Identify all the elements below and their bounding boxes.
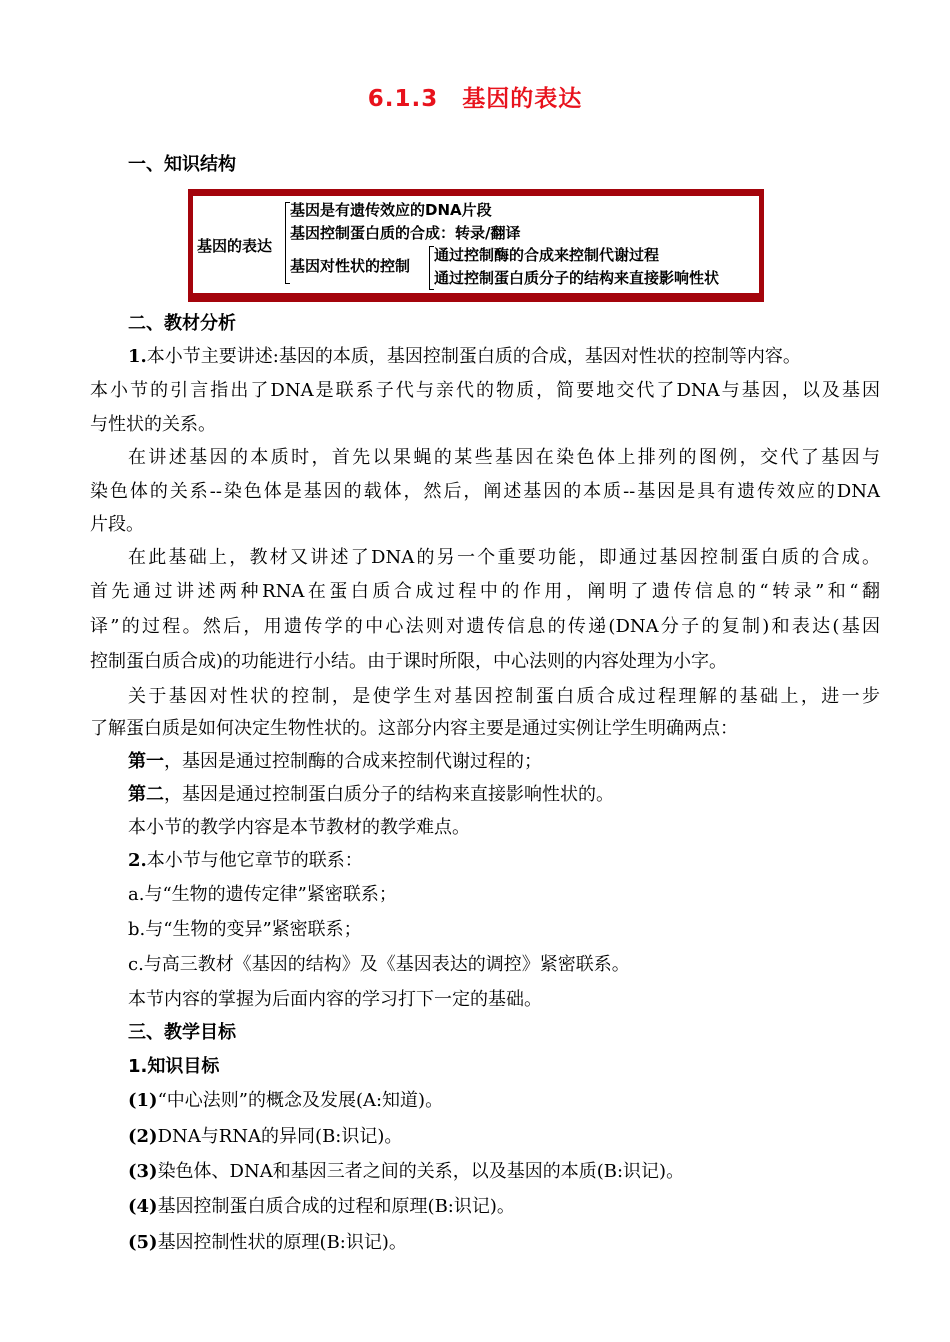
goal-text: 基因控制蛋白质合成的过程和原理(B:识记)。 — [157, 1196, 515, 1217]
point-line — [128, 780, 918, 806]
goal-number: (4) — [128, 1196, 158, 1217]
goal-number: (1) — [128, 1090, 158, 1111]
paragraph-line: 了解蛋白质是如何决定生物性状的。这部分内容主要是通过实例让学生明确两点： — [90, 718, 738, 739]
point-text: ，基因是通过控制蛋白质分子的结构来直接影响性状的。 — [164, 784, 614, 805]
list-item: a.与“生物的遗传定律”紧密联系； — [128, 884, 397, 905]
diagram-sub-enzyme: 通过控制酶的合成来控制代谢过程 — [434, 246, 660, 264]
paragraph-line: 在讲述基因的本质时，首先以果蝇的某些基因在染色体上排列的图例，交代了基因与 — [128, 447, 880, 468]
paragraph-line: 译”的过程。然后，用遗传学的中心法则对遗传信息的传递(DNA分子的复制)和表达(基因 — [90, 616, 880, 637]
goal-text: DNA与RNA的异同(B:识记)。 — [157, 1126, 403, 1147]
section-heading-goals: 三、教学目标 — [128, 1022, 236, 1043]
point-line — [128, 747, 918, 773]
paragraph-line: 在此基础上，教材又讲述了DNA的另一个重要功能，即通过基因控制蛋白质的合成。 — [128, 547, 880, 568]
bracket-tick — [429, 289, 434, 290]
diagram-panel — [193, 196, 759, 293]
diagram-item-trait-control: 基因对性状的控制 — [290, 257, 411, 275]
paragraph-line — [128, 342, 880, 368]
knowledge-structure-diagram — [188, 189, 764, 302]
goal-number: (2) — [128, 1126, 158, 1147]
goal-item — [128, 1228, 918, 1254]
paragraph-line: 与性状的关系。 — [90, 414, 216, 435]
goal-text: “中心法则”的概念及发展(A:知道)。 — [157, 1090, 444, 1111]
paragraph-line: 本节内容的掌握为后面内容的学习打下一定的基础。 — [128, 989, 542, 1010]
list-item: b.与“生物的变异”紧密联系； — [128, 919, 362, 940]
page-title: 6.1.3 基因的表达 — [367, 86, 583, 112]
paragraph-line: 本小节的教学内容是本节教材的教学难点。 — [128, 817, 470, 838]
diagram-item-protein-synthesis: 基因控制蛋白质的合成：转录/翻译 — [290, 224, 521, 242]
goal-number: (5) — [128, 1232, 158, 1253]
paragraph-line: 关于基因对性状的控制，是使学生对基因控制蛋白质合成过程理解的基础上，进一步 — [128, 686, 880, 707]
list-item: c.与高三教材《基因的结构》及《基因表达的调控》紧密联系。 — [128, 954, 630, 975]
diagram-item-gene-nature: 基因是有遗传效应的DNA片段 — [290, 201, 492, 219]
section-heading-analysis: 二、教材分析 — [128, 313, 236, 334]
point-label: 第二 — [128, 784, 164, 805]
goal-item — [128, 1192, 918, 1218]
item-number: 2. — [128, 850, 147, 871]
point-label: 第一 — [128, 751, 164, 772]
paragraph-line: 染色体的关系--染色体是基因的载体，然后，阐述基因的本质--基因是具有遗传效应的DNA — [90, 481, 880, 502]
goal-item — [128, 1157, 918, 1183]
diagram-bracket-sub — [429, 246, 430, 290]
paragraph-line: 控制蛋白质合成)的功能进行小结。由于课时所限，中心法则的内容处理为小字。 — [90, 651, 728, 672]
goal-number: (3) — [128, 1161, 158, 1182]
bracket-tick — [285, 283, 290, 284]
item-number: 1. — [128, 346, 147, 367]
point-text: ，基因是通过控制酶的合成来控制代谢过程的； — [164, 751, 542, 772]
paragraph-line — [128, 846, 918, 872]
subheading-knowledge-goals: 1.知识目标 — [128, 1056, 220, 1077]
goal-text: 基因控制性状的原理(B:识记)。 — [157, 1232, 407, 1253]
paragraph-line: 片段。 — [90, 514, 144, 535]
diagram-sub-protein-structure: 通过控制蛋白质分子的结构来直接影响性状 — [434, 269, 720, 287]
paragraph-text: 本小节与他它章节的联系： — [146, 850, 363, 871]
diagram-bracket-main — [285, 202, 286, 284]
section-heading-structure: 一、知识结构 — [128, 154, 236, 175]
goal-item — [128, 1122, 918, 1148]
paragraph-text: 本小节主要讲述:基因的本质，基因控制蛋白质的合成，基因对性状的控制等内容。 — [146, 346, 801, 367]
goal-text: 染色体、DNA和基因三者之间的关系，以及基因的本质(B:识记)。 — [157, 1161, 685, 1182]
paragraph-line: 首先通过讲述两种RNA在蛋白质合成过程中的作用，阐明了遗传信息的“转录”和“翻 — [90, 581, 880, 602]
paragraph-line: 本小节的引言指出了DNA是联系子代与亲代的物质，简要地交代了DNA与基因，以及基因 — [90, 380, 880, 401]
diagram-root-label: 基因的表达 — [197, 237, 273, 255]
goal-item — [128, 1086, 918, 1112]
